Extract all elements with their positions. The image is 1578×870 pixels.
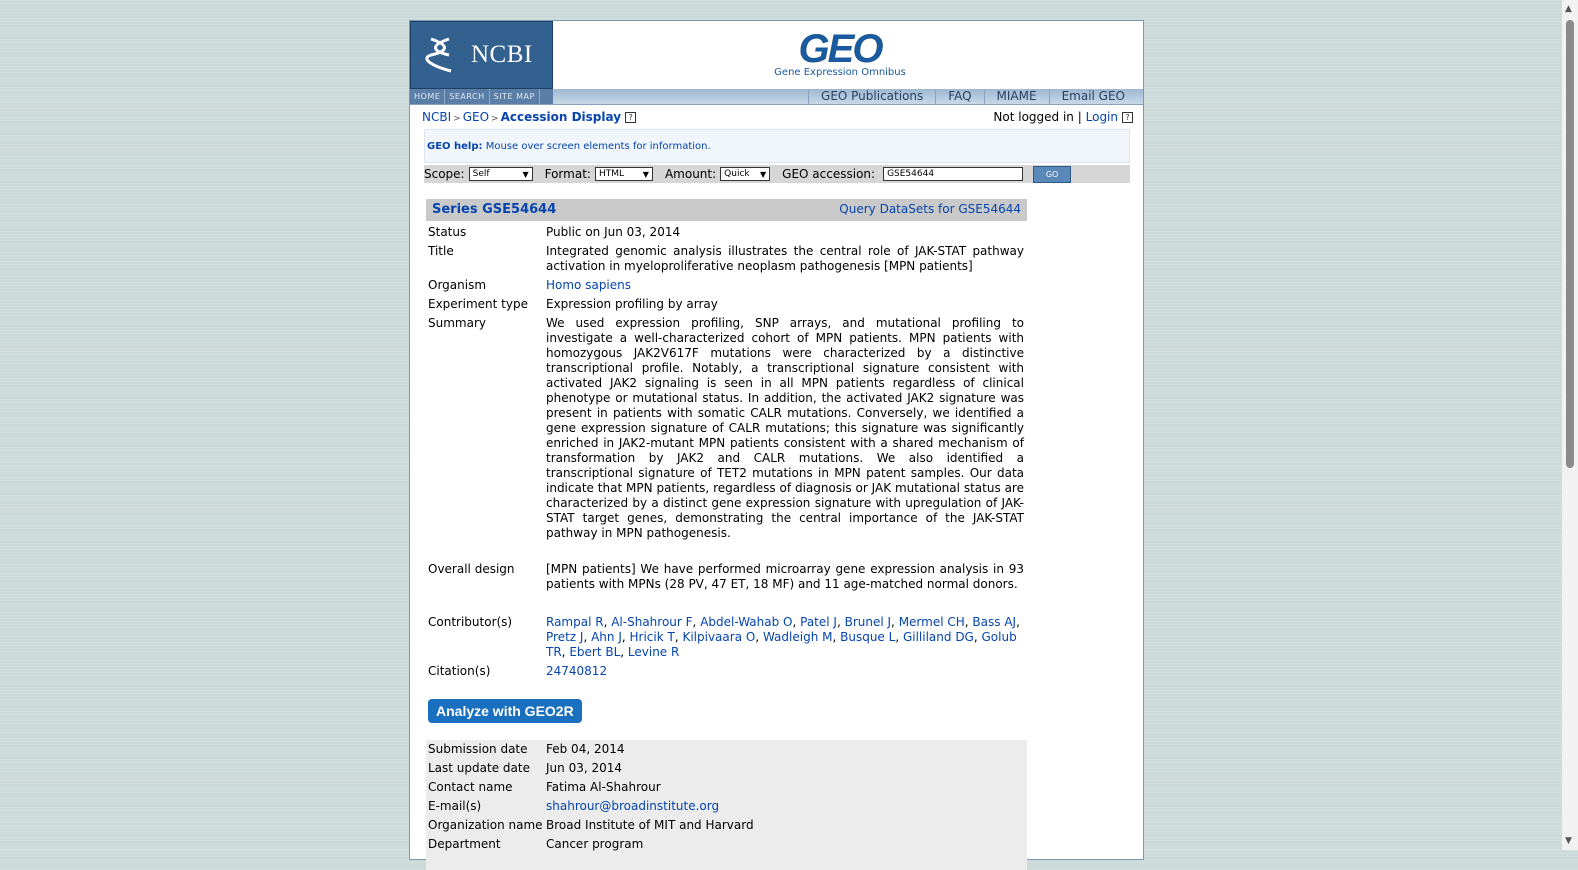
chevron-down-icon: ▼ xyxy=(642,169,649,179)
organism-key: Organism xyxy=(428,278,487,292)
title-value: Integrated genomic analysis illustrates the central role of JAK-STAT pathway activation in myeloproliferative neoplasm pathogenesis [MPN patients] xyxy=(546,244,1024,273)
contact-key: Contact name xyxy=(428,780,513,794)
geo-logo-text: GEO xyxy=(798,27,882,71)
email-link[interactable]: shahrour@broadinstitute.org xyxy=(546,799,720,813)
contributor-link[interactable]: Hricik T xyxy=(629,630,675,644)
contributor-link[interactable]: Pretz J xyxy=(546,630,584,644)
analyze-geo2r-button[interactable]: Analyze with GEO2R xyxy=(428,699,582,723)
summary-key: Summary xyxy=(428,316,486,330)
login-divider: | xyxy=(1077,110,1082,124)
contributor-link[interactable]: Mermel CH xyxy=(898,615,965,629)
status-key: Status xyxy=(428,225,467,239)
contributors-list: Rampal R, Al-Shahrour F, Abdel-Wahab O, Patel J, Brunel J, Mermel CH, Bass AJ, Pretz J, Ahn J, Hricik T, Kilpivaara O, Wadleigh M, Busque L, Gilliland DG, Golub TR, Ebert BL, Levine R xyxy=(546,615,1020,659)
geo-logo-subtitle: Gene Expression Omnibus xyxy=(774,67,906,78)
summary-value: We used expression profiling, SNP arrays, and mutational profiling to investigate a well-characterized cohort of MPN patients. MPN patients with homozygous JAK2V617F mutations were characterized by a distinctive transcriptional profile. Notably, a transcriptional signature consistent with activated JAK2 signaling is seen in all MPN patients regardless of clinical phenotype or mutational status. In addition, the activated JAK2 signature was present in patients with somatic CALR mutations. Conversely, we identified a gene expression signature of CALR mutations; this signature was significantly enriched in JAK2-mutant MPN patients consistent with a shared mechanism of transformation by JAK2 and CALR mutations. We also identified a transcriptional signature of TET2 mutations in MPN patent samples. Our data indicate that MPN patients, regardless of diagnosis or JAK mutational status are characterized by a distinct gene expression signature with upregulation of JAK-STAT target genes, demonstrating the central importance of the JAK-STAT pathway in MPN pathogenesis. xyxy=(546,316,1024,540)
scroll-down-icon[interactable]: ▼ xyxy=(1565,836,1572,846)
contributor-link[interactable]: Brunel J xyxy=(844,615,892,629)
contributor-link[interactable]: Ebert BL xyxy=(569,645,621,659)
submission-date-key: Submission date xyxy=(428,742,528,756)
contributor-link[interactable]: Al-Shahrour F xyxy=(611,615,693,629)
geo-nav xyxy=(808,89,1137,104)
help-box xyxy=(424,129,1130,163)
format-select[interactable] xyxy=(595,167,653,181)
help-text: Mouse over screen elements for information. xyxy=(482,141,711,152)
scope-select[interactable] xyxy=(469,167,533,181)
email-key: E-mail(s) xyxy=(428,799,482,813)
series-header xyxy=(426,199,1027,221)
go-button[interactable]: GO xyxy=(1033,166,1071,183)
experiment-type-value: Expression profiling by array xyxy=(546,297,718,311)
amount-label: Amount: xyxy=(664,167,717,181)
nav-faq[interactable]: FAQ xyxy=(935,89,983,104)
page-container xyxy=(409,20,1144,860)
help-icon[interactable]: ? xyxy=(1122,112,1133,123)
last-update-key: Last update date xyxy=(428,761,530,775)
breadcrumb xyxy=(422,110,636,124)
scope-value: Self xyxy=(472,169,490,179)
contributor-link[interactable]: Busque L xyxy=(840,630,896,644)
amount-select[interactable] xyxy=(720,167,770,181)
experiment-type-key: Experiment type xyxy=(428,297,528,311)
breadcrumb-ncbi[interactable]: NCBI xyxy=(422,110,452,124)
nav-bar xyxy=(410,89,1143,105)
department-key: Department xyxy=(428,837,501,851)
scope-label: Scope: xyxy=(424,167,465,181)
series-title: Series GSE54644 xyxy=(432,202,557,217)
contributor-link[interactable]: Rampal R xyxy=(546,615,604,629)
scroll-up-icon[interactable]: ▲ xyxy=(1565,4,1572,14)
query-bar xyxy=(424,165,1130,183)
help-label: GEO help: xyxy=(427,141,483,152)
contributor-link[interactable]: Levine R xyxy=(627,645,680,659)
last-update-value: Jun 03, 2014 xyxy=(546,761,623,775)
contributor-link[interactable]: Abdel-Wahab O xyxy=(700,615,793,629)
ncbi-nav xyxy=(410,89,553,104)
geo-logo[interactable] xyxy=(770,27,910,89)
submission-date-value: Feb 04, 2014 xyxy=(546,742,625,756)
nav-home[interactable]: HOME xyxy=(410,89,445,104)
format-label: Format: xyxy=(544,167,591,181)
nav-search[interactable]: SEARCH xyxy=(445,89,489,104)
contributor-link[interactable]: Golub TR xyxy=(546,630,1017,659)
contact-value: Fatima Al-Shahrour xyxy=(546,780,661,794)
title-key: Title xyxy=(428,244,454,258)
dna-helix-icon xyxy=(425,37,455,73)
organization-value: Broad Institute of MIT and Harvard xyxy=(546,818,754,832)
format-value: HTML xyxy=(598,169,624,179)
organization-key: Organization name xyxy=(428,818,543,832)
page-scrollbar[interactable] xyxy=(1562,0,1578,850)
login-link[interactable]: Login xyxy=(1085,110,1118,124)
citations-key: Citation(s) xyxy=(428,664,491,678)
nav-email-geo[interactable]: Email GEO xyxy=(1049,89,1137,104)
query-datasets-link[interactable]: Query DataSets for GSE54644 xyxy=(839,202,1021,216)
ncbi-logo[interactable] xyxy=(410,21,553,89)
help-icon[interactable]: ? xyxy=(625,112,636,123)
organism-link[interactable]: Homo sapiens xyxy=(546,278,632,292)
login-status: Not logged in xyxy=(993,110,1074,124)
contributor-link[interactable]: Wadleigh M xyxy=(762,630,833,644)
amount-value: Quick xyxy=(724,169,750,179)
chevron-down-icon: ▼ xyxy=(522,169,529,179)
contributors-key: Contributor(s) xyxy=(428,615,513,629)
login-area xyxy=(993,110,1133,124)
breadcrumb-separator: > xyxy=(453,114,461,124)
accession-label: GEO accession: xyxy=(782,167,876,181)
nav-miame[interactable]: MIAME xyxy=(984,89,1049,104)
nav-site-map[interactable]: SITE MAP xyxy=(490,89,540,104)
breadcrumb-current: Accession Display xyxy=(500,110,622,124)
scrollbar-thumb[interactable] xyxy=(1566,20,1574,468)
contributor-link[interactable]: Bass AJ xyxy=(972,615,1017,629)
overall-design-key: Overall design xyxy=(428,562,515,576)
breadcrumb-geo[interactable]: GEO xyxy=(462,110,490,124)
breadcrumb-separator: > xyxy=(491,114,499,124)
citation-link[interactable]: 24740812 xyxy=(546,664,608,678)
ncbi-logo-text: NCBI xyxy=(471,41,533,68)
contributor-link[interactable]: Ahn J xyxy=(591,630,622,644)
contributor-link[interactable]: Gilliland DG xyxy=(902,630,974,644)
status-value: Public on Jun 03, 2014 xyxy=(546,225,681,239)
contributor-link[interactable]: Kilpivaara O xyxy=(682,630,756,644)
contributor-link[interactable]: Patel J xyxy=(800,615,837,629)
department-value: Cancer program xyxy=(546,837,644,851)
accession-input[interactable]: GSE54644 xyxy=(883,167,1023,181)
chevron-down-icon: ▼ xyxy=(760,169,767,179)
overall-design-value: [MPN patients] We have performed microarray gene expression analysis in 93 patients with MPNs (28 PV, 47 ET, 18 MF) and 11 age-matched normal donors. xyxy=(546,562,1024,591)
nav-geo-publications[interactable]: GEO Publications xyxy=(808,89,935,104)
